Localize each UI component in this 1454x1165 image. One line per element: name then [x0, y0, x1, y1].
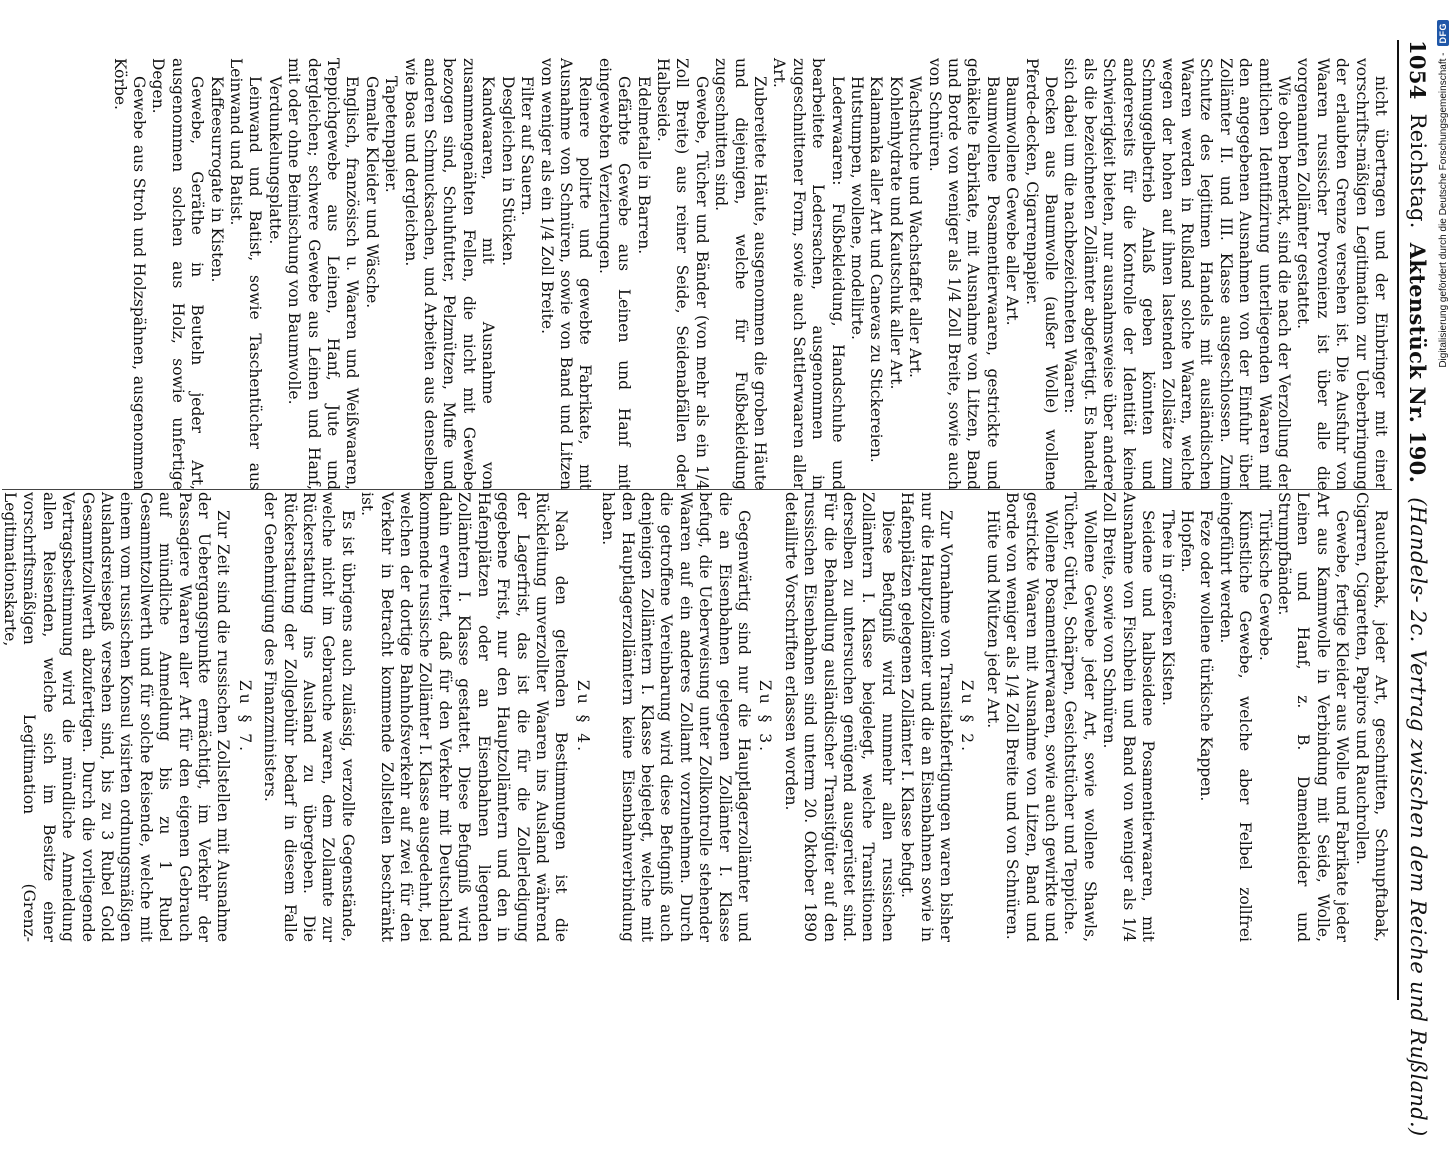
paragraph: Desgleichen in Stücken. — [498, 76, 517, 267]
paragraph: Gewebe, Geräthe in Beuteln jeder Art, ausgenommen solchen aus Holz, sowie unfertige Degen. — [149, 58, 207, 490]
paragraph: Wie oben bemerkt, sind die nach der Verzollung der amtlichen Identifizirung unterliegenden Waaren mit den angegebenen Ausnahmen von der Einfuhr über Zollämter II. und III. Klasse ausgeschlossen. Zum Schutze des legitimen Handels mit ausländischen Waaren werden in Rußland solche Waaren, welche wegen der hohen auf ihnen lastenden Zollsätze zum Schmuggelbetrieb Anlaß geben könnten und andererseits für die Kontrolle der Identität keine Schwierigkeit bieten, nur ausnahmsweise über andere als die bezeichneten Zollämter abgefertigt. Es handelt sich dabei um die nachbezeichneten Waaren: — [1061, 58, 1293, 490]
paragraph: Gemalte Kleider und Wäsche. — [362, 76, 381, 309]
section-heading: Zu § 2. — [958, 679, 977, 755]
paragraph: Lederwaaren: Fußbekleidung, Handschuhe und bearbeitete Ledersachen, ausgenommen in zugeschnittener Form, sowie auch Sattlerwaaren aller Art. — [770, 58, 847, 490]
paragraph: Gewebe, fertige Kleider aus Wolle und Fabrikate jeder Art aus Kammwolle in Verbindung mit Seide, Wolle, Leinen und Hanf, z. B. Damenkleider und Strumpfbänder. — [1274, 492, 1352, 942]
paragraph: Decken aus Baumwolle (außer Wolle) wollene Pferde-decken, Cigarrenpapier. — [1022, 58, 1061, 490]
section-heading: Zu § 4. — [573, 679, 592, 755]
paragraph: Gegenwärtig sind nur die Hauptlagerzollämter und die an Eisenbahnen gelegenen Zollämter I. Klasse befugt, die Ueberweisung unter Zollkontrolle stehender Waaren auf ein anderes Zollamt vorzunehmen. Durch die getroffene Vereinbarung wird diese Befugniß auch denjenigen Zollämtern I. Klasse beigelegt, welche mit den Hauptlagerzollämtern keine Eisenbahnverbindung haben. — [599, 492, 753, 942]
paragraph: Kalamanka aller Art und Canevas zu Stickereien. — [867, 76, 886, 463]
paragraph: Thee in größeren Kisten. — [1158, 510, 1177, 706]
document-number: Aktenstück Nr. 190. — [1405, 242, 1430, 484]
section-heading: Zu § 7. — [235, 679, 254, 755]
paragraph: Türkische Gewebe. — [1255, 510, 1274, 661]
paragraph: Es ist übrigens auch zulässig, verzollte Gegenstände, welche nicht im Gebrauche waren, dem Zollamte zur Rückerstattung ins Ausland zu übergeben. Die Rückerstattung der Zollgebühr bedarf in diesem Falle der Genehmigung des Finanzministers. — [261, 492, 357, 942]
paragraph: Seidene und halbseidene Posamentierwaaren, mit Ausnahme von Fischbein und Band von weniger als 1/4 Zoll Breite, sowie von Schnüren. — [1100, 492, 1158, 942]
paragraph: Kaffeesurrogate in Kisten. — [207, 76, 226, 283]
section-heading: Zu § 3. — [756, 679, 775, 755]
paragraph: Reinere polirte und gewebte Fabrikate, mit Ausnahme von Schnüren, sowie von Band und Litzen von weniger als ein 1/4 Zoll Breite. — [537, 58, 595, 490]
column-divider — [2, 489, 1392, 490]
paragraph: Baumwollene Gewebe aller Art. — [1003, 76, 1022, 326]
paragraph: nicht übertragen und der Einbringer mit einer vorschrifts-mäßigen Legitimation zur Ueberbringung der erlaubten Grenze versehen ist. Die Ausfuhr von Waaren russischer Provenienz ist über alle die vorgenannten Zollämter gestattet. — [1294, 58, 1390, 490]
page-number: 1054 — [1405, 40, 1430, 100]
paragraph: Tapetenpapier. — [382, 76, 401, 193]
paragraph: Feze oder wollene türkische Kappen. — [1197, 510, 1216, 802]
footer-text: Digitalisierung gefördert durch die Deutsche Forschungsgemeinschaft - — [1437, 52, 1449, 368]
paragraph: Künstliche Gewebe, welche aber Felbel zollfrei eingeführt werden. — [1216, 492, 1255, 942]
dfg-logo: DFG — [1437, 20, 1449, 47]
paragraph: Nach den geltenden Bestimmungen ist die Rückleitung unverzollter Waaren ins Ausland während der Lagerfrist, das ist die für die Zollerledigung gegebene Frist, nur den Hauptzollämtern und den in Hafenplätzen oder an Eisenbahnen liegenden Zollämtern I. Klasse gestattet. Diese Befugniß wird dahin erweitert, daß für den Verkehr mit Deutschland kommende russische Zollämter I. Klasse ausgedehnt, bei welchen der dortige Bahnhofsverkehr auf zwei für den Verkehr in Betracht kommende Zollstellen beschränkt ist. — [358, 492, 571, 942]
paragraph: Wollene Posamentierwaaren, sowie auch gewirkte und gestrickte Waaren mit Ausnahme von Litzen, Band und Borde von weniger als 1/4 Zoll Breite und von Schnüren. — [1003, 492, 1061, 942]
paragraph: Kandwaaren, mit Ausnahme von zusammengenähten Fellen, die nicht mit Gewebe bezogen sind, Schuhfutter, Pelzmützen, Muffe und anderen Schmucksachen, und Arbeiten aus denselben wie Boas und dergleichen. — [401, 58, 498, 490]
paragraph: Zubereitete Häute, ausgenommen die groben Häute und diejenigen, welche für Fußbekleidung zugeschnitten sind. — [712, 58, 769, 490]
paragraph: Rauchtabak, jeder Art, geschnitten, Schnupftabak, Cigarren, Cigaretten, Papiros und Rauchrollen. — [1352, 492, 1390, 942]
paragraph: Diese Befugniß wird nunmehr allen russischen Zollämtern I. Klasse beigelegt, welche Transitionen derselben zu untersuchen genügend ausgerüstet sind. Für die Behandlung ausländischer Transitgüter auf den russischen Eisenbahnen sind unterm 20. Oktober 1890 detaillirte Vorschriften erlassen worden. — [781, 492, 897, 942]
paragraph: Leinwand und Batist, sowie Taschentücher aus Leinwand und Batist. — [227, 58, 265, 490]
footer-bar — [1382, 0, 1406, 1000]
paragraph: Hutstumpen, wollene, modellirte. — [848, 76, 867, 340]
paragraph: Edelmetalle in Barren. — [634, 76, 653, 255]
page-title: (Handels- 2c. Vertrag zwischen dem Reiche und Rußland.) — [1406, 497, 1430, 1137]
paragraph: Zur Vornahme von Transitabfertigungen waren bisher nur die Hauptzollämter und die an Eisenbahnen sowie in Hafenplätzen gelegenen Zollämter I. Klasse befugt. — [898, 492, 956, 942]
paragraph: Hopfen. — [1177, 510, 1196, 573]
paragraph: Verdunkelungsplatte. — [265, 76, 284, 245]
paragraph: Wachstuche und Wachstaffet aller Art. — [906, 76, 925, 378]
section-label: Reichstag. — [1406, 113, 1430, 229]
left-column — [0, 58, 1390, 490]
paragraph: Wollene Gewebe jeder Art, sowie wollene Shawls, Tücher, Gürtel, Schärpen, Gesichtstücher und Teppiche. — [1061, 492, 1099, 942]
paragraph: Filter auf Sauern. — [518, 76, 537, 216]
footer-rotated — [1432, 0, 1454, 1000]
paragraph: Kohlenhydrate und Kautschuk aller Art. — [886, 76, 905, 390]
paragraph: Gewebe aus Stroh und Holzspähnen, ausgenommen Körbe. — [110, 58, 148, 490]
paragraph: Zur Zeit sind die russischen Zollstellen mit Ausnahme der Uebergangspunkte ermächtigt, im Verkehr der Passagiere Waaren aller Art für den eigenen Gebrauch auf mündliche Anmeldung bis zu 1 Rubel Gesammtzollwerth und für solche Reisende, welche mit einem vom russischen Konsul visirten ordnungsmäßigen Auslandsreisepaß versehen sind, bis zu 3 Rubel Gold Gesammtzollwerth abzufertigen. Durch die vorliegende Vertragsbestimmung wird die mündliche Anmeldung allen Reisenden, welche sich im Besitze einer vorschriftsmäßigen Legitimation (Grenz-Legitimationskarte, — [0, 492, 233, 942]
paragraph: Gefärbte Gewebe aus Leinen und Hanf mit eingewebten Verzierungen. — [595, 58, 634, 490]
paragraph: Gewebe, Tücher und Bänder (von mehr als ein 1/4 Zoll Breite) aus reiner Seide, Seidenabfällen oder Halbseide. — [653, 58, 711, 490]
paragraph: Englisch, französisch u. Waaren und Weißwaaren, Teppichgewebe aus Leinen, Hanf, Jute und dergleichen; schwere Gewebe aus Leinen und Hanf, mit oder ohne Beimischung von Baumwolle. — [285, 58, 362, 490]
right-column — [0, 492, 1390, 942]
paragraph: Hüte und Mützen jeder Art. — [983, 510, 1002, 729]
paragraph: Baumwollene Posamentierwaaren, gestrickte und gehäkelte Fabrikate, mit Ausnahme von Litzen, Band und Borde von weniger als 1/4 Zoll Breite, sowie auch von Schnüren. — [925, 58, 1002, 490]
